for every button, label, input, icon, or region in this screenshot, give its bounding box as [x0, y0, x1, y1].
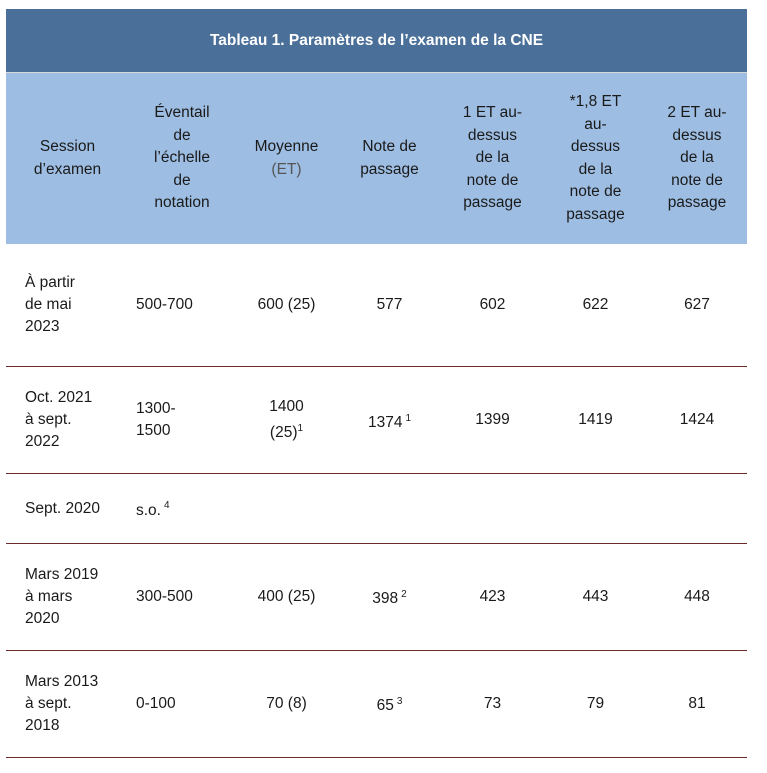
one-sd-cell: 602 — [479, 296, 506, 313]
table-row — [6, 367, 747, 474]
range-cell: 0-100 — [136, 695, 176, 712]
table-row — [6, 651, 747, 758]
mean-cell: 400 (25) — [257, 588, 316, 605]
session-cell: Mars 2013 à sept. 2018 — [25, 673, 99, 734]
header-two-sd: 2 ET au- dessus de la note de passage — [667, 104, 727, 212]
passing-cell: 1374 $^1$ — [367, 412, 412, 431]
footnote-marker: 2 — [401, 588, 407, 600]
range-cell: 300-500 — [136, 588, 193, 605]
session-cell: Oct. 2021 à sept. 2022 — [25, 389, 93, 450]
range-cell: 1300- 1500 — [136, 400, 176, 439]
table-row — [6, 474, 747, 544]
mean-cell: 70 (8) — [266, 695, 307, 712]
footnote-marker: 1 — [297, 422, 304, 434]
footnote-marker: 3 — [396, 695, 403, 707]
two-sd-cell: 627 — [684, 296, 710, 313]
table-title: Tableau 1. Paramètres de l’examen de la CNE — [6, 9, 747, 72]
one-eight-sd-cell: 79 — [586, 695, 605, 712]
cne-parameters-table — [6, 9, 747, 758]
passing-cell: 577 — [376, 296, 403, 313]
one-eight-sd-cell: 1419 — [578, 411, 613, 428]
header-session: Session d’examen — [33, 138, 102, 178]
range-cell: 500-700 — [136, 296, 193, 313]
session-cell: Mars 2019 à mars 2020 — [25, 566, 99, 627]
session-cell: À partir de mai 2023 — [25, 274, 75, 335]
passing-cell: 65 $^3$ — [376, 695, 403, 714]
table-row — [6, 244, 747, 367]
footnote-marker: 1 — [405, 412, 412, 424]
passing-cell: 398 $^2$ — [372, 588, 407, 607]
two-sd-cell: 81 — [688, 695, 706, 712]
one-eight-sd-cell: 622 — [582, 296, 609, 313]
one-eight-sd-cell: 443 — [582, 588, 609, 605]
one-sd-cell: 423 — [479, 588, 506, 605]
one-sd-cell: 1399 — [475, 411, 510, 428]
one-sd-cell: 73 — [483, 695, 502, 712]
two-sd-cell: 1424 — [679, 411, 715, 428]
footnote-marker: 4 — [163, 500, 170, 512]
session-cell: Sept. 2020 — [25, 499, 100, 517]
header-passing-score: Note de passage — [360, 138, 419, 178]
mean-cell: 1400 $(25)^1$ — [269, 398, 304, 441]
header-mean: Moyenne (ET) — [254, 138, 319, 178]
header-one-eight-sd: *1,8 ET au- dessus de la note de passage — [566, 93, 625, 223]
table-row — [6, 544, 747, 651]
range-cell: s.o. $^4$ — [136, 500, 170, 519]
header-one-sd: 1 ET au- dessus de la note de passage — [462, 104, 523, 212]
two-sd-cell: 448 — [684, 588, 710, 605]
mean-cell: 600 (25) — [257, 296, 316, 313]
header-score-range: Éventail de l’échelle de notation — [153, 104, 210, 212]
header-row — [6, 72, 747, 244]
